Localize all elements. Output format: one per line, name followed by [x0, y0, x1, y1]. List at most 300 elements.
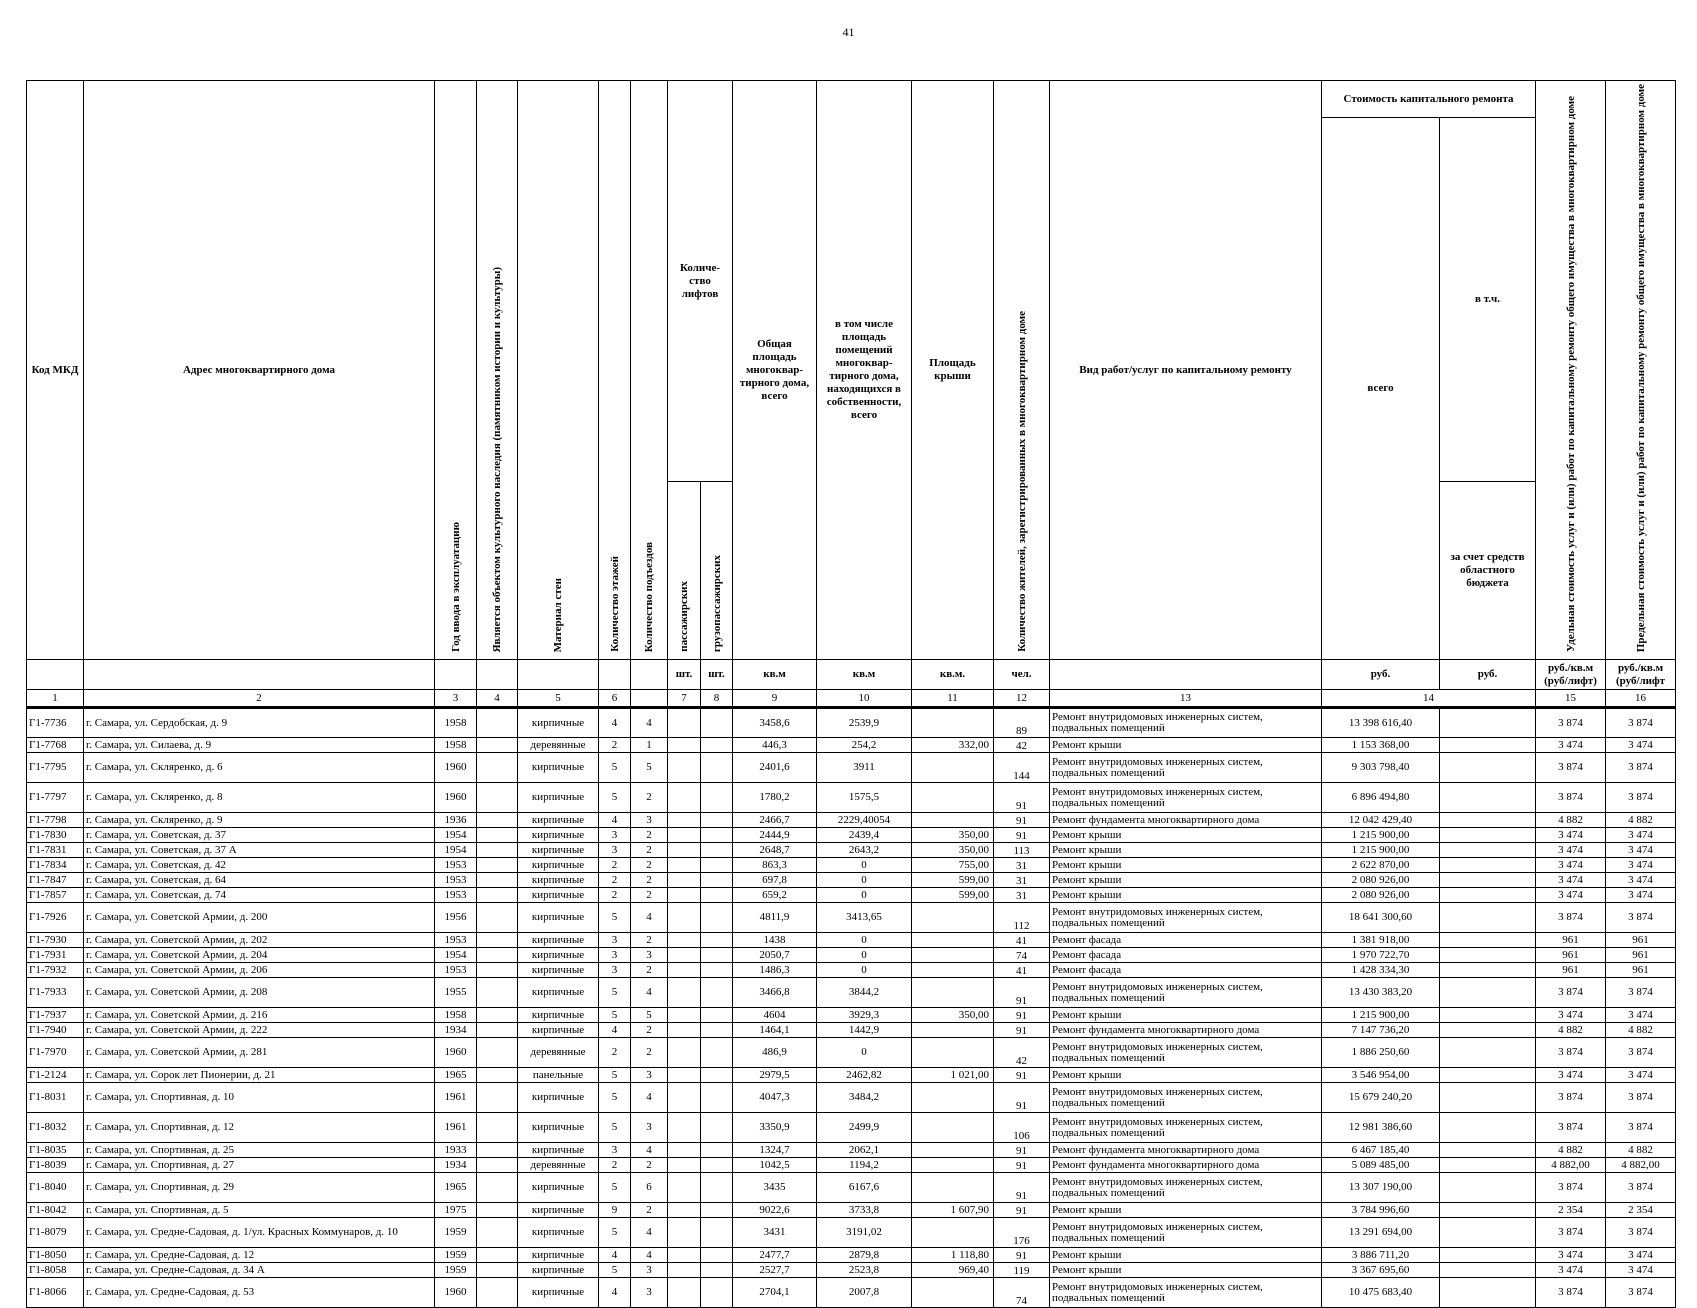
heritage: [477, 1173, 518, 1203]
owned-area: 2229,40054: [817, 813, 912, 828]
header-incl: в т.ч.: [1440, 118, 1536, 482]
residents: 91: [994, 1068, 1050, 1083]
year: 1953: [435, 933, 477, 948]
work-type: Ремонт внутридомовых инженерных систем, подвальных помещений: [1050, 1083, 1322, 1113]
total-cost: 2 080 926,00: [1322, 873, 1440, 888]
entrances: 5: [631, 1008, 668, 1023]
roof-area: [912, 1083, 994, 1113]
year: 1958: [435, 708, 477, 738]
limit-cost: 3 474: [1606, 858, 1676, 873]
roof-area: [912, 1173, 994, 1203]
table-row: [27, 1068, 1676, 1083]
residents: 91: [994, 783, 1050, 813]
total-area: 659,2: [733, 888, 817, 903]
floors: 5: [599, 1263, 631, 1278]
freight-lifts: [701, 1023, 733, 1038]
owned-area: 0: [817, 858, 912, 873]
passenger-lifts: [668, 1068, 701, 1083]
limit-cost: 961: [1606, 933, 1676, 948]
roof-area: [912, 1278, 994, 1308]
year: 1975: [435, 1203, 477, 1218]
year: 1960: [435, 753, 477, 783]
total-cost: 1 428 334,30: [1322, 963, 1440, 978]
residents: 91: [994, 1203, 1050, 1218]
column-number-row: [27, 690, 1676, 708]
header-year: Год ввода в эксплуатацию: [435, 81, 477, 660]
heritage: [477, 1008, 518, 1023]
table-row: [27, 978, 1676, 1008]
total-cost: 13 430 383,20: [1322, 978, 1440, 1008]
unit-cost: 4 882,00: [1536, 1158, 1606, 1173]
heritage: [477, 1068, 518, 1083]
header-unit-cost: Удельная стоимость услуг и (или) работ по капитальному ремонту общего имущества в многоквартирном доме: [1536, 81, 1606, 660]
header-floors: Количество этажей: [599, 81, 631, 660]
wall-material: кирпичные: [518, 753, 599, 783]
heritage: [477, 888, 518, 903]
mkd-code: Г1-7926: [27, 903, 84, 933]
work-type: Ремонт крыши: [1050, 738, 1322, 753]
total-area: 3435: [733, 1173, 817, 1203]
wall-material: кирпичные: [518, 978, 599, 1008]
heritage: [477, 963, 518, 978]
passenger-lifts: [668, 1023, 701, 1038]
residents: 89: [994, 708, 1050, 738]
wall-material: панельные: [518, 1068, 599, 1083]
address: г. Самара, ул. Советской Армии, д. 281: [84, 1038, 435, 1068]
table-row: [27, 738, 1676, 753]
residents: 112: [994, 903, 1050, 933]
work-type: Ремонт фундамента многоквартирного дома: [1050, 1023, 1322, 1038]
total-cost: 12 042 429,40: [1322, 813, 1440, 828]
freight-lifts: [701, 1278, 733, 1308]
roof-area: [912, 783, 994, 813]
header-regional: за счет средств областного бюджета: [1440, 482, 1536, 660]
table-row: [27, 1263, 1676, 1278]
residents: 144: [994, 753, 1050, 783]
passenger-lifts: [668, 843, 701, 858]
owned-area: 0: [817, 1038, 912, 1068]
limit-cost: 961: [1606, 963, 1676, 978]
header-total-area: Общая площадь многоквар-тирного дома, всего: [733, 81, 817, 660]
heritage: [477, 813, 518, 828]
passenger-lifts: [668, 1038, 701, 1068]
mkd-code: Г1-8039: [27, 1158, 84, 1173]
work-type: Ремонт фундамента многоквартирного дома: [1050, 1158, 1322, 1173]
table-row: [27, 1218, 1676, 1248]
owned-area: 3484,2: [817, 1083, 912, 1113]
passenger-lifts: [668, 1278, 701, 1308]
header-work-type: Вид работ/услуг по капитальному ремонту: [1050, 81, 1322, 660]
limit-cost: 3 474: [1606, 843, 1676, 858]
unit-cost: 961: [1536, 948, 1606, 963]
owned-area: 2462,82: [817, 1068, 912, 1083]
unit-cost: 4 882: [1536, 1023, 1606, 1038]
heritage: [477, 1113, 518, 1143]
heritage: [477, 1248, 518, 1263]
heritage: [477, 858, 518, 873]
entrances: 4: [631, 1083, 668, 1113]
table-row: [27, 1248, 1676, 1263]
entrances: 2: [631, 1158, 668, 1173]
column-number: 8: [701, 690, 733, 708]
owned-area: 0: [817, 933, 912, 948]
mkd-code: Г1-7834: [27, 858, 84, 873]
heritage: [477, 948, 518, 963]
wall-material: кирпичные: [518, 873, 599, 888]
owned-area: 2539,9: [817, 708, 912, 738]
heritage: [477, 1278, 518, 1308]
mkd-code: Г1-7795: [27, 753, 84, 783]
year: 1933: [435, 1143, 477, 1158]
wall-material: кирпичные: [518, 858, 599, 873]
work-type: Ремонт крыши: [1050, 1263, 1322, 1278]
floors: 4: [599, 708, 631, 738]
header-roof-area: Площадь крыши: [912, 81, 994, 660]
limit-cost: 3 874: [1606, 783, 1676, 813]
freight-lifts: [701, 843, 733, 858]
limit-cost: 3 474: [1606, 1008, 1676, 1023]
owned-area: 3929,3: [817, 1008, 912, 1023]
unit-cost: 3 474: [1536, 828, 1606, 843]
passenger-lifts: [668, 1143, 701, 1158]
residents: 42: [994, 1038, 1050, 1068]
freight-lifts: [701, 858, 733, 873]
wall-material: кирпичные: [518, 1023, 599, 1038]
floors: 3: [599, 963, 631, 978]
total-cost: 1 153 368,00: [1322, 738, 1440, 753]
entrances: 4: [631, 903, 668, 933]
work-type: Ремонт внутридомовых инженерных систем, подвальных помещений: [1050, 1278, 1322, 1308]
floors: 2: [599, 888, 631, 903]
table-row: [27, 828, 1676, 843]
regional-cost: [1440, 1218, 1536, 1248]
mkd-code: Г1-7932: [27, 963, 84, 978]
roof-area: 332,00: [912, 738, 994, 753]
year: 1960: [435, 1278, 477, 1308]
total-cost: 3 367 695,60: [1322, 1263, 1440, 1278]
owned-area: 0: [817, 888, 912, 903]
regional-cost: [1440, 738, 1536, 753]
freight-lifts: [701, 873, 733, 888]
address: г. Самара, ул. Советская, д. 64: [84, 873, 435, 888]
entrances: 2: [631, 933, 668, 948]
floors: 3: [599, 828, 631, 843]
freight-lifts: [701, 888, 733, 903]
address: г. Самара, ул. Советской Армии, д. 208: [84, 978, 435, 1008]
unit-cost: 3 474: [1536, 1068, 1606, 1083]
total-area: 697,8: [733, 873, 817, 888]
total-area: 2477,7: [733, 1248, 817, 1263]
owned-area: 0: [817, 873, 912, 888]
freight-lifts: [701, 1143, 733, 1158]
residents: 74: [994, 1278, 1050, 1308]
table-row: [27, 1278, 1676, 1308]
residents: 41: [994, 963, 1050, 978]
passenger-lifts: [668, 1263, 701, 1278]
wall-material: кирпичные: [518, 1173, 599, 1203]
regional-cost: [1440, 873, 1536, 888]
regional-cost: [1440, 1158, 1536, 1173]
unit-cost: 3 874: [1536, 1218, 1606, 1248]
year: 1956: [435, 903, 477, 933]
work-type: Ремонт внутридомовых инженерных систем, подвальных помещений: [1050, 903, 1322, 933]
column-number: 12: [994, 690, 1050, 708]
mkd-code: Г1-7930: [27, 933, 84, 948]
roof-area: [912, 1218, 994, 1248]
passenger-lifts: [668, 738, 701, 753]
year: 1953: [435, 888, 477, 903]
total-area: 3431: [733, 1218, 817, 1248]
roof-area: 1 607,90: [912, 1203, 994, 1218]
floors: 2: [599, 858, 631, 873]
column-number: 7: [668, 690, 701, 708]
heritage: [477, 1083, 518, 1113]
limit-cost: 3 474: [1606, 1263, 1676, 1278]
mkd-code: Г1-7937: [27, 1008, 84, 1023]
year: 1934: [435, 1023, 477, 1038]
residents: 91: [994, 828, 1050, 843]
owned-area: 2439,4: [817, 828, 912, 843]
work-type: Ремонт крыши: [1050, 858, 1322, 873]
owned-area: 0: [817, 948, 912, 963]
heritage: [477, 1023, 518, 1038]
unit-cost: 3 874: [1536, 783, 1606, 813]
total-area: 1324,7: [733, 1143, 817, 1158]
column-number: 13: [1050, 690, 1322, 708]
column-number: 15: [1536, 690, 1606, 708]
limit-cost: 3 874: [1606, 903, 1676, 933]
heritage: [477, 873, 518, 888]
total-cost: 5 089 485,00: [1322, 1158, 1440, 1173]
header-address: Адрес многоквартирного дома: [84, 81, 435, 660]
address: г. Самара, ул. Советской Армии, д. 206: [84, 963, 435, 978]
work-type: Ремонт крыши: [1050, 1008, 1322, 1023]
regional-cost: [1440, 753, 1536, 783]
regional-cost: [1440, 888, 1536, 903]
work-type: Ремонт внутридомовых инженерных систем, подвальных помещений: [1050, 1113, 1322, 1143]
roof-area: [912, 1113, 994, 1143]
address: г. Самара, ул. Средне-Садовая, д. 53: [84, 1278, 435, 1308]
total-area: 2444,9: [733, 828, 817, 843]
table-row: [27, 783, 1676, 813]
residents: 113: [994, 843, 1050, 858]
unit-cost: 3 874: [1536, 1113, 1606, 1143]
entrances: 2: [631, 1023, 668, 1038]
entrances: 2: [631, 873, 668, 888]
regional-cost: [1440, 978, 1536, 1008]
roof-area: [912, 978, 994, 1008]
wall-material: кирпичные: [518, 1248, 599, 1263]
total-cost: 2 080 926,00: [1322, 888, 1440, 903]
total-area: 4811,9: [733, 903, 817, 933]
total-cost: 1 215 900,00: [1322, 828, 1440, 843]
floors: 5: [599, 1113, 631, 1143]
mkd-code: Г1-7857: [27, 888, 84, 903]
work-type: Ремонт фундамента многоквартирного дома: [1050, 1143, 1322, 1158]
address: г. Самара, ул. Скляренко, д. 8: [84, 783, 435, 813]
work-type: Ремонт крыши: [1050, 888, 1322, 903]
mkd-code: Г1-2124: [27, 1068, 84, 1083]
heritage: [477, 978, 518, 1008]
unit-cost: 3 474: [1536, 1008, 1606, 1023]
work-type: Ремонт фундамента многоквартирного дома: [1050, 813, 1322, 828]
mkd-code: Г1-7931: [27, 948, 84, 963]
unit-cost: 961: [1536, 963, 1606, 978]
unit-people: чел.: [994, 660, 1050, 690]
unit-cost: 3 874: [1536, 978, 1606, 1008]
total-cost: 12 981 386,60: [1322, 1113, 1440, 1143]
total-cost: 1 886 250,60: [1322, 1038, 1440, 1068]
regional-cost: [1440, 1278, 1536, 1308]
limit-cost: 3 474: [1606, 1068, 1676, 1083]
table-body: [27, 708, 1676, 1308]
unit-cost: 3 474: [1536, 873, 1606, 888]
year: 1958: [435, 738, 477, 753]
regional-cost: [1440, 708, 1536, 738]
floors: 2: [599, 873, 631, 888]
freight-lifts: [701, 813, 733, 828]
column-number: 2: [84, 690, 435, 708]
total-area: 863,3: [733, 858, 817, 873]
limit-cost: 2 354: [1606, 1203, 1676, 1218]
limit-cost: 3 874: [1606, 753, 1676, 783]
unit-cost: 961: [1536, 933, 1606, 948]
work-type: Ремонт внутридомовых инженерных систем, подвальных помещений: [1050, 1173, 1322, 1203]
owned-area: 1442,9: [817, 1023, 912, 1038]
wall-material: деревянные: [518, 1038, 599, 1068]
regional-cost: [1440, 1008, 1536, 1023]
wall-material: кирпичные: [518, 1143, 599, 1158]
residents: 119: [994, 1263, 1050, 1278]
unit-sqm: кв.м: [733, 660, 817, 690]
unit-cost: 3 874: [1536, 753, 1606, 783]
roof-area: [912, 753, 994, 783]
year: 1954: [435, 843, 477, 858]
mkd-code: Г1-7933: [27, 978, 84, 1008]
passenger-lifts: [668, 1173, 701, 1203]
unit-cost: 3 874: [1536, 1173, 1606, 1203]
table-row: [27, 813, 1676, 828]
table-row: [27, 708, 1676, 738]
year: 1934: [435, 1158, 477, 1173]
limit-cost: 961: [1606, 948, 1676, 963]
mkd-code: Г1-8042: [27, 1203, 84, 1218]
address: г. Самара, ул. Средне-Садовая, д. 12: [84, 1248, 435, 1263]
total-area: 1464,1: [733, 1023, 817, 1038]
unit-pcs: шт.: [668, 660, 701, 690]
address: г. Самара, ул. Советская, д. 37: [84, 828, 435, 843]
mkd-code: Г1-8050: [27, 1248, 84, 1263]
unit-rate: руб./кв.м (руб/лифт): [1536, 660, 1606, 690]
mkd-code: Г1-8066: [27, 1278, 84, 1308]
passenger-lifts: [668, 858, 701, 873]
limit-cost: 3 474: [1606, 873, 1676, 888]
passenger-lifts: [668, 1248, 701, 1263]
work-type: Ремонт внутридомовых инженерных систем, подвальных помещений: [1050, 1218, 1322, 1248]
regional-cost: [1440, 1143, 1536, 1158]
table-row: [27, 1113, 1676, 1143]
passenger-lifts: [668, 828, 701, 843]
freight-lifts: [701, 963, 733, 978]
heritage: [477, 828, 518, 843]
wall-material: кирпичные: [518, 1278, 599, 1308]
roof-area: 599,00: [912, 888, 994, 903]
unit-cost: 3 474: [1536, 738, 1606, 753]
heritage: [477, 1038, 518, 1068]
floors: 9: [599, 1203, 631, 1218]
unit-cost: 3 874: [1536, 903, 1606, 933]
mkd-code: Г1-7736: [27, 708, 84, 738]
limit-cost: 4 882,00: [1606, 1158, 1676, 1173]
owned-area: 2523,8: [817, 1263, 912, 1278]
unit-sqm: кв.м: [817, 660, 912, 690]
wall-material: кирпичные: [518, 1008, 599, 1023]
table-row: [27, 858, 1676, 873]
freight-lifts: [701, 933, 733, 948]
column-number: 10: [817, 690, 912, 708]
limit-cost: 3 874: [1606, 1173, 1676, 1203]
column-number: 1: [27, 690, 84, 708]
roof-area: 1 021,00: [912, 1068, 994, 1083]
freight-lifts: [701, 1173, 733, 1203]
heritage: [477, 1218, 518, 1248]
address: г. Самара, ул. Спортивная, д. 27: [84, 1158, 435, 1173]
passenger-lifts: [668, 1113, 701, 1143]
total-area: 1780,2: [733, 783, 817, 813]
mkd-code: Г1-7831: [27, 843, 84, 858]
residents: 91: [994, 1248, 1050, 1263]
column-number: 4: [477, 690, 518, 708]
mkd-code: Г1-7798: [27, 813, 84, 828]
total-cost: 13 291 694,00: [1322, 1218, 1440, 1248]
address: г. Самара, ул. Скляренко, д. 9: [84, 813, 435, 828]
wall-material: кирпичные: [518, 948, 599, 963]
work-type: Ремонт крыши: [1050, 828, 1322, 843]
work-type: Ремонт фасада: [1050, 948, 1322, 963]
passenger-lifts: [668, 1008, 701, 1023]
regional-cost: [1440, 858, 1536, 873]
residents: 42: [994, 738, 1050, 753]
total-area: 2704,1: [733, 1278, 817, 1308]
address: г. Самара, ул. Сорок лет Пионерии, д. 21: [84, 1068, 435, 1083]
entrances: 1: [631, 738, 668, 753]
table-row: [27, 1203, 1676, 1218]
work-type: Ремонт внутридомовых инженерных систем, подвальных помещений: [1050, 978, 1322, 1008]
freight-lifts: [701, 1218, 733, 1248]
year: 1961: [435, 1113, 477, 1143]
wall-material: деревянные: [518, 738, 599, 753]
mkd-code: Г1-8058: [27, 1263, 84, 1278]
work-type: Ремонт внутридомовых инженерных систем, подвальных помещений: [1050, 1038, 1322, 1068]
total-cost: 13 307 190,00: [1322, 1173, 1440, 1203]
unit-pcs: шт.: [701, 660, 733, 690]
freight-lifts: [701, 1068, 733, 1083]
freight-lifts: [701, 1248, 733, 1263]
freight-lifts: [701, 1008, 733, 1023]
entrances: 4: [631, 1143, 668, 1158]
work-type: Ремонт внутридомовых инженерных систем, подвальных помещений: [1050, 708, 1322, 738]
entrances: 2: [631, 858, 668, 873]
freight-lifts: [701, 1263, 733, 1278]
wall-material: деревянные: [518, 1158, 599, 1173]
unit-rub: руб.: [1322, 660, 1440, 690]
mkd-code: Г1-7830: [27, 828, 84, 843]
passenger-lifts: [668, 813, 701, 828]
owned-area: 254,2: [817, 738, 912, 753]
unit-cost: 3 874: [1536, 1278, 1606, 1308]
address: г. Самара, ул. Советская, д. 74: [84, 888, 435, 903]
heritage: [477, 1158, 518, 1173]
